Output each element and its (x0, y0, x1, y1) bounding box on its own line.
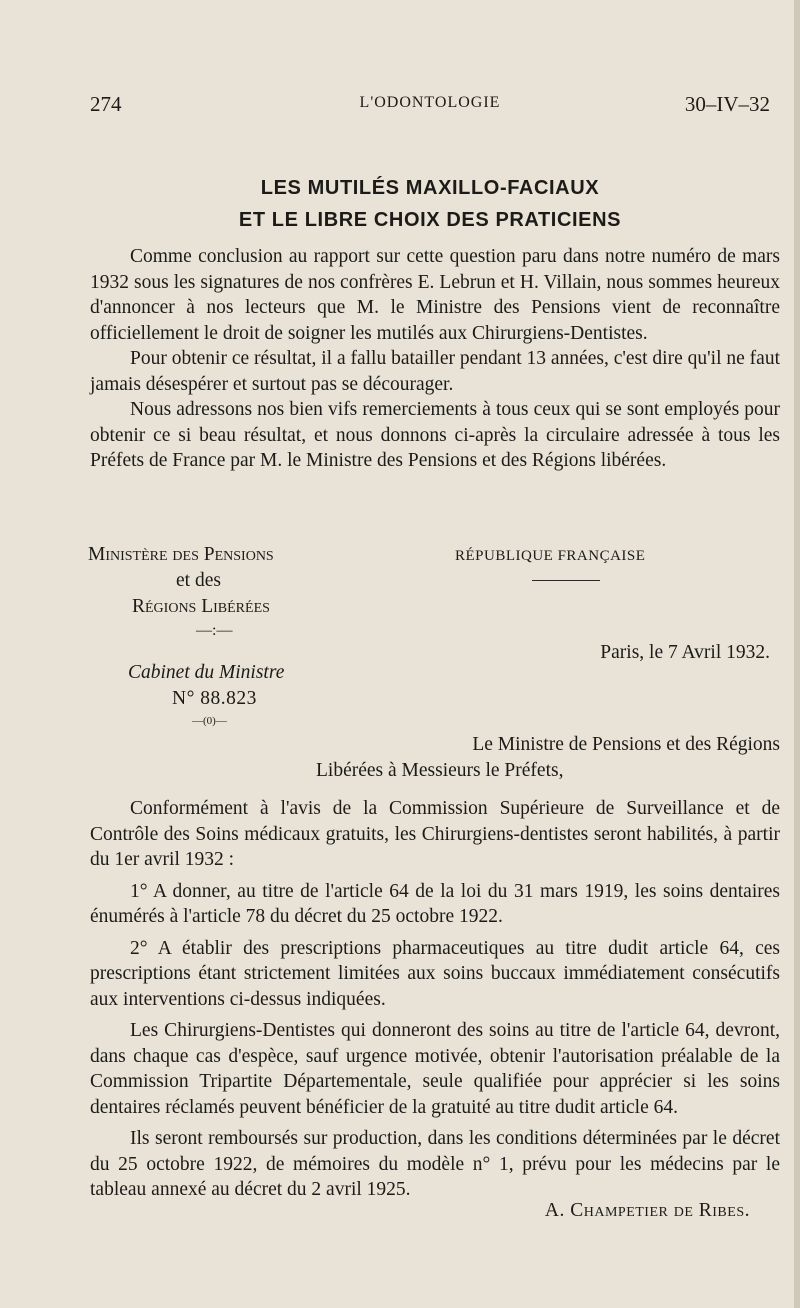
paragraph: 1° A donner, au titre de l'article 64 de la loi du 31 mars 1919, les soins dentaires énumérés à l'article 78 du décret du 25 octobre 1922. (90, 880, 780, 927)
address-line: Le Ministre de Pensions et des Régions (472, 734, 780, 755)
republic-heading: RÉPUBLIQUE FRANÇAISE (455, 548, 646, 564)
ministry-letterhead (88, 542, 388, 730)
title-line: ET LE LIBRE CHOIX DES PRATICIENS (238, 209, 622, 231)
address-line: Libérées à Messieurs le Préfets, (316, 760, 564, 781)
paragraph: Nous adressons nos bien vifs remerciements à tous ceux qui se sont employés pour obtenir ce si beau résultat, et nous donnons ci-après la circulaire adressée à tous les Préfets de France par M. le Ministre des Pensions et des Régions libérées. (90, 399, 780, 471)
paragraph: Les Chirurgiens-Dentistes qui donneront des soins au titre de l'article 64, devront, dans chaque cas d'espèce, sauf urgence motivée, obtenir l'autorisation préalable de la Commission Tripartite Départementale, seule qualifiée pour apprécier si les soins dentaires réclamés peuvent bénéficier de la gratuité au titre dudit article 64. (90, 1020, 780, 1118)
page-number: 274 (90, 92, 122, 116)
paragraph: Comme conclusion au rapport sur cette question paru dans notre numéro de mars 1932 sous les signatures de nos confrères E. Lebrun et H. Villain, nous sommes heureux d'annoncer à nos lecteurs que M. le Ministre des Pensions vient de reconnaître officiellement le droit de soigner les mutilés aux Chirurgiens-Dentistes. (90, 246, 780, 344)
place-date: Paris, le 7 Avril 1932. (600, 642, 770, 663)
reference-number: N° 88.823 (172, 688, 257, 709)
circular-address (90, 732, 780, 784)
issue-date: 30–IV–32 (684, 92, 770, 116)
ministry-conjunction: et des (176, 570, 221, 591)
page-edge (794, 0, 800, 1308)
cabinet-line: Cabinet du Ministre (128, 662, 285, 683)
paragraph: 2° A établir des prescriptions pharmaceutiques au titre dudit article 64, ces prescriptions étant strictement limitées aux soins buccaux immédiatement consécutifs aux interventions ci-dessus indiquées. (90, 937, 780, 1010)
paragraph: Conformément à l'avis de la Commission Supérieure de Surveillance et de Contrôle des Soins médicaux gratuits, les Chirurgiens-dentistes seront habilités, à partir du 1er avril 1932 : (90, 798, 780, 870)
separator: —(0)— (192, 715, 227, 727)
divider (532, 580, 600, 581)
running-head (90, 92, 770, 122)
intro-text (90, 244, 780, 474)
separator: —:— (196, 622, 233, 639)
journal-title: L'ODONTOLOGIE (359, 94, 501, 111)
paragraph: Pour obtenir ce résultat, il a fallu batailler pendant 13 années, c'est dire qu'il ne faut jamais désespérer et surtout pas se décourager. (90, 348, 780, 395)
circular-body (90, 796, 780, 1209)
ministry-name: Ministère des Pensions (88, 544, 274, 565)
title-line: LES MUTILÉS MAXILLO-FACIAUX (260, 177, 600, 199)
ministry-regions: Régions Libérées (132, 596, 270, 617)
signature: A. Champetier de Ribes. (544, 1200, 750, 1221)
paragraph: Ils seront remboursés sur production, dans les conditions déterminées par le décret du 25 octobre 1922, de mémoires du modèle n° 1, prévu pour les médecins par le tableau annexé au décret du 2 avril 1925. (90, 1128, 780, 1200)
article-title (90, 172, 770, 236)
